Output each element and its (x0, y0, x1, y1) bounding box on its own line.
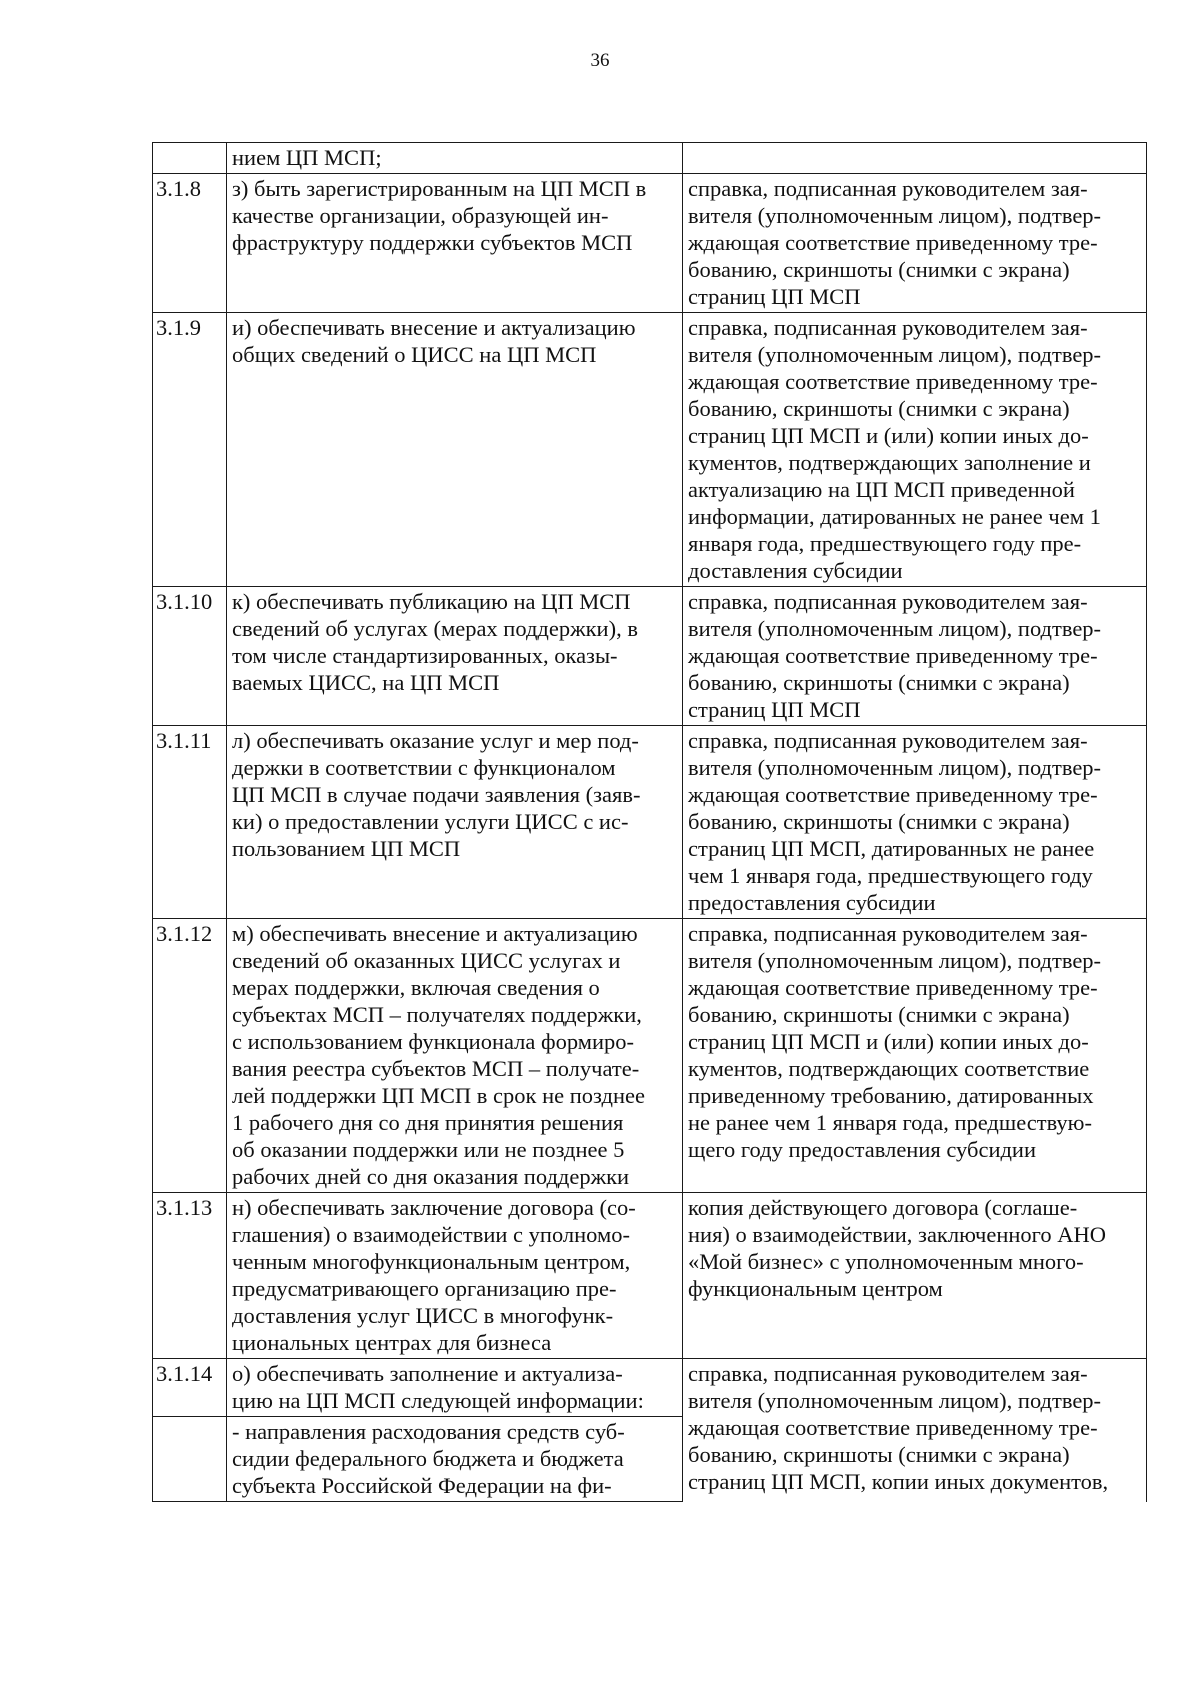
table-row (153, 174, 1147, 313)
requirement-cell: - направления расходования средств суб- сидии федерального бюджета и бюджета субъекта Российской Федерации на фи- (227, 1417, 683, 1502)
page-number: 36 (590, 50, 610, 71)
requirements-table (152, 142, 1147, 1502)
item-number-cell: 3.1.9 (153, 313, 227, 587)
document-cell: справка, подписанная руководителем зая- вителя (уполномоченным лицом), подтвер- ждающая соответствие приведенному тре- бованию, скриншоты (снимки с экрана) страниц ЦП МСП и (или) копии иных до- кументов, подтверждающих соответствие приведенному требованию, датированных не ранее чем 1 января года, предшествую- щего году предоставления субсидии (683, 919, 1147, 1193)
item-number-cell: 3.1.14 (153, 1359, 227, 1417)
document-cell: справка, подписанная руководителем зая- вителя (уполномоченным лицом), подтвер- ждающая соответствие приведенному тре- бованию, скриншоты (снимки с экрана) страниц ЦП МСП (683, 174, 1147, 313)
item-number-cell: 3.1.11 (153, 726, 227, 919)
table-row (153, 1359, 1147, 1417)
requirement-cell: н) обеспечивать заключение договора (со- глашения) о взаимодействии с уполномо- ченным многофункциональным центром, предусматривающего организацию пре- доставления услуг ЦИСС в многофунк- циональных центрах для бизнеса (227, 1193, 683, 1359)
item-number-cell: 3.1.8 (153, 174, 227, 313)
document-cell: справка, подписанная руководителем зая- вителя (уполномоченным лицом), подтвер- ждающая соответствие приведенному тре- бованию, скриншоты (снимки с экрана) страниц ЦП МСП, копии иных документов, (683, 1359, 1147, 1502)
item-number-cell: 3.1.10 (153, 587, 227, 726)
table-row (153, 1193, 1147, 1359)
requirement-cell: нием ЦП МСП; (227, 143, 683, 174)
document-cell: справка, подписанная руководителем зая- вителя (уполномоченным лицом), подтвер- ждающая соответствие приведенному тре- бованию, скриншоты (снимки с экрана) страниц ЦП МСП (683, 587, 1147, 726)
document-cell: справка, подписанная руководителем зая- вителя (уполномоченным лицом), подтвер- ждающая соответствие приведенному тре- бованию, скриншоты (снимки с экрана) страниц ЦП МСП, датированных не ранее чем 1 января года, предшествующего году предоставления субсидии (683, 726, 1147, 919)
item-number-cell: 3.1.13 (153, 1193, 227, 1359)
item-number-cell (153, 1417, 227, 1502)
document-cell (683, 143, 1147, 174)
requirement-cell: о) обеспечивать заполнение и актуализа- цию на ЦП МСП следующей информации: (227, 1359, 683, 1417)
requirement-cell: л) обеспечивать оказание услуг и мер под- держки в соответствии с функционалом ЦП МСП в случае подачи заявления (заяв- ки) о предоставлении услуги ЦИСС с ис- пользованием ЦП МСП (227, 726, 683, 919)
table-row (153, 313, 1147, 587)
requirement-cell: м) обеспечивать внесение и актуализацию сведений об оказанных ЦИСС услугах и мерах поддержки, включая сведения о субъектах МСП – получателях поддержки, с использованием функционала формиро- вания реестра субъектов МСП – получате- лей поддержки ЦП МСП в срок не позднее 1 рабочего дня со дня принятия решения об оказании поддержки или не позднее 5 рабочих дней со дня оказания поддержки (227, 919, 683, 1193)
document-cell: справка, подписанная руководителем зая- вителя (уполномоченным лицом), подтвер- ждающая соответствие приведенному тре- бованию, скриншоты (снимки с экрана) страниц ЦП МСП и (или) копии иных до- кументов, подтверждающих заполнение и актуализацию на ЦП МСП приведенной информации, датированных не ранее чем 1 января года, предшествующего году пре- доставления субсидии (683, 313, 1147, 587)
document-cell: копия действующего договора (соглаше- ния) о взаимодействии, заключенного АНО «Мой бизнес» с уполномоченным много- функциональным центром (683, 1193, 1147, 1359)
table-row (153, 143, 1147, 174)
table-row (153, 587, 1147, 726)
item-number-cell: 3.1.12 (153, 919, 227, 1193)
requirement-cell: и) обеспечивать внесение и актуализацию общих сведений о ЦИСС на ЦП МСП (227, 313, 683, 587)
item-number-cell (153, 143, 227, 174)
table-row (153, 919, 1147, 1193)
requirement-cell: к) обеспечивать публикацию на ЦП МСП сведений об услугах (мерах поддержки), в том числе стандартизированных, оказы- ваемых ЦИСС, на ЦП МСП (227, 587, 683, 726)
requirement-cell: з) быть зарегистрированным на ЦП МСП в качестве организации, образующей ин- фраструктуру поддержки субъектов МСП (227, 174, 683, 313)
table-row (153, 726, 1147, 919)
